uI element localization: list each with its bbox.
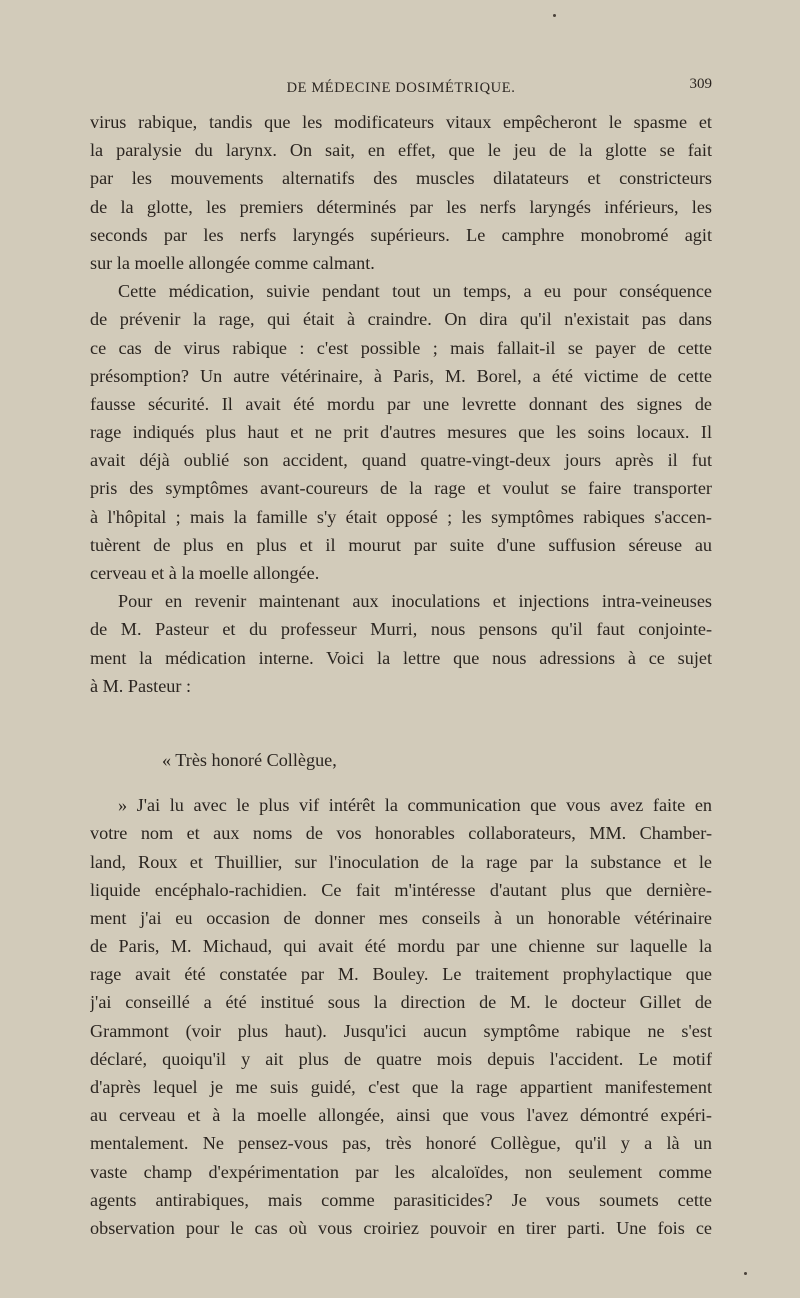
text-line: présomption? Un autre vétérinaire, à Paris, M. Borel, a été victime de cette: [90, 365, 712, 386]
text-line: déclaré, quoiqu'il y ait plus de quatre mois depuis l'accident. Le motif: [90, 1048, 712, 1069]
text-line: fausse sécurité. Il avait été mordu par une levrette donnant des signes de: [90, 393, 712, 414]
text-line: cerveau et à la moelle allongée.: [90, 563, 320, 583]
text-line: de la glotte, les premiers déterminés par les nerfs laryngés inférieurs, les: [90, 196, 712, 217]
text-line: Grammont (voir plus haut). Jusqu'ici aucun symptôme rabique ne s'est: [90, 1020, 712, 1041]
text-line: pris des symptômes avant-coureurs de la rage et voulut se faire transporter: [90, 478, 712, 499]
page-number: 309: [689, 76, 712, 92]
text-line: tuèrent de plus en plus et il mourut par suite d'une suffusion séreuse au: [90, 534, 712, 555]
paper-speck: [553, 14, 556, 17]
text-line: avait déjà oublié son accident, quand quatre-vingt-deux jours après il fut: [90, 450, 712, 471]
text-line: la paralysie du larynx. On sait, en effet, que le jeu de la glotte se fait: [90, 140, 712, 161]
paragraph-gap: [90, 700, 712, 746]
text-line: virus rabique, tandis que les modificateurs vitaux empêcheront le spasme et: [90, 112, 712, 132]
text-line: j'ai conseillé a été institué sous la direction de M. le docteur Gillet de: [90, 992, 712, 1013]
paper-speck: [744, 1272, 747, 1275]
text-line: à M. Pasteur :: [90, 675, 192, 696]
text-line: de prévenir la rage, qui était à craindre. On dira qu'il n'existait pas dans: [90, 309, 712, 330]
running-title: DE MÉDECINE DOSIMÉTRIQUE.: [286, 80, 516, 96]
text-line: ment j'ai eu occasion de donner mes conseils à un honorable vétérinaire: [90, 907, 712, 928]
text-line: au cerveau et à la moelle allongée, ainsi que vous l'avez démontré expéri-: [90, 1105, 712, 1126]
text-line: mentalement. Ne pensez-vous pas, très honoré Collègue, qu'il y a là un: [90, 1133, 712, 1154]
text-line: seconds par les nerfs laryngés supérieurs. Le camphre monobromé agit: [90, 224, 712, 245]
paragraph-start-line: Pour en revenir maintenant aux inoculations et injections intra-veineuses: [118, 591, 712, 612]
text-line: votre nom et aux noms de vos honorables collaborateurs, MM. Chamber-: [90, 823, 712, 844]
text-line: vaste champ d'expérimentation par les alcaloïdes, non seulement comme: [90, 1161, 712, 1182]
text-line: agents antirabiques, mais comme parasiticides? Je vous soumets cette: [90, 1189, 712, 1210]
paragraph-start-line: » J'ai lu avec le plus vif intérêt la communication que vous avez faite en: [118, 795, 712, 816]
paragraph-gap: [90, 774, 712, 791]
letter-salutation: « Très honoré Collègue,: [162, 749, 337, 770]
body-text: [90, 108, 712, 1242]
paragraph-start-line: Cette médication, suivie pendant tout un temps, a eu pour conséquence: [118, 281, 712, 302]
text-line: à l'hôpital ; mais la famille s'y était opposé ; les symptômes rabiques s'accen-: [90, 506, 712, 527]
page-header: [90, 76, 712, 104]
text-line: observation pour le cas où vous croiriez pouvoir en tirer parti. Une fois ce: [90, 1217, 712, 1238]
text-line: rage avait été constatée par M. Bouley. Le traitement prophylactique que: [90, 964, 712, 985]
text-line: d'après lequel je me suis guidé, c'est que la rage appartient manifestement: [90, 1077, 712, 1097]
text-line: de M. Pasteur et du professeur Murri, nous pensons qu'il faut conjointe-: [90, 619, 712, 640]
text-line: ce cas de virus rabique : c'est possible ; mais fallait-il se payer de cette: [90, 337, 712, 358]
text-line: par les mouvements alternatifs des muscles dilatateurs et constricteurs: [90, 168, 712, 189]
text-line: ment la médication interne. Voici la lettre que nous adressions à ce sujet: [90, 647, 712, 668]
text-line: land, Roux et Thuillier, sur l'inoculation de la rage par la substance et le: [90, 851, 712, 872]
text-line: liquide encéphalo-rachidien. Ce fait m'intéresse d'autant plus que dernière-: [90, 879, 712, 900]
text-line: de Paris, M. Michaud, qui avait été mordu par une chienne sur laquelle la: [90, 936, 712, 957]
text-line: rage indiqués plus haut et ne prit d'autres mesures que les soins locaux. Il: [90, 422, 712, 443]
text-line: sur la moelle allongée comme calmant.: [90, 252, 375, 273]
